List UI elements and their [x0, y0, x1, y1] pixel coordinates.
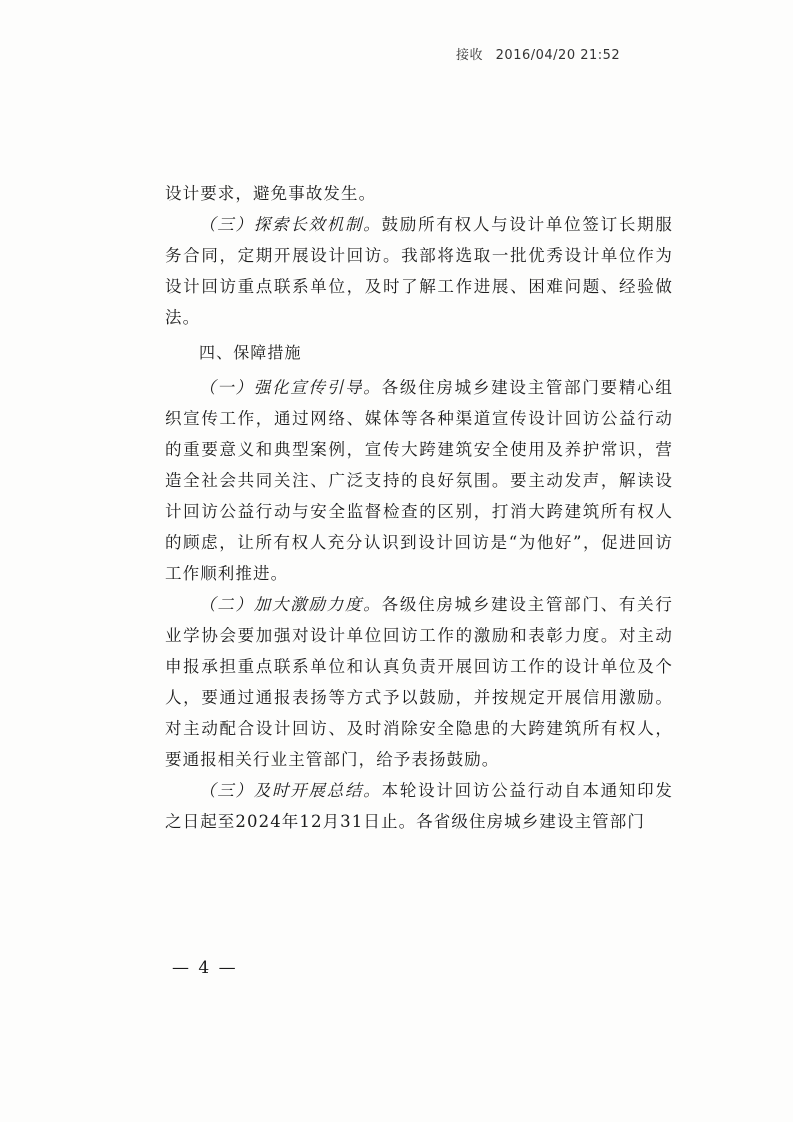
- paragraph-subtitle: （一）强化宣传引导。: [199, 378, 382, 397]
- paragraph-text: 鼓励所有权人与设计单位签订长期服务合同，定期开展设计回访。我部将选取一批优秀设计单位作为设计回访重点联系单位，及时了解工作进展、困难问题、经验做法。: [165, 215, 673, 327]
- section-heading-safeguards: 四、保障措施: [199, 343, 302, 362]
- paragraph-subtitle: （三）探索长效机制。: [199, 215, 382, 234]
- paragraph-text: 设计要求，避免事故发生。: [165, 184, 377, 203]
- paragraph-long-term-mechanism: [165, 209, 673, 333]
- stamp-label: 接收: [456, 48, 484, 63]
- paragraph-text: 本轮设计回访公益行动自本通知印发之日起至2024年12月31日止。各省级住房城乡建设主管部门: [165, 781, 673, 831]
- paragraph-subtitle: （三）及时开展总结。: [199, 781, 382, 800]
- paragraph-continuation: [165, 178, 673, 209]
- received-stamp: [456, 44, 620, 63]
- paragraph-text: 各级住房城乡建设主管部门、有关行业学协会要加强对设计单位回访工作的激励和表彰力度。对主动申报承担重点联系单位和认真负责开展回访工作的设计单位及个人，要通过通报表扬等方式予以鼓励，并按规定开展信用激励。对主动配合设计回访、及时消除安全隐患的大跨建筑所有权人，要通报相关行业主管部门，给予表扬鼓励。: [165, 595, 673, 769]
- stamp-datetime: 2016/04/20 21:52: [495, 48, 621, 63]
- paragraph-text: 各级住房城乡建设主管部门要精心组织宣传工作，通过网络、媒体等各种渠道宣传设计回访公益行动的重要意义和典型案例，宣传大跨建筑安全使用及养护常识，营造全社会共同关注、广泛支持的良好氛围。要主动发声，解读设计回访公益行动与安全监督检查的区别，打消大跨建筑所有权人的顾虑，让所有权人充分认识到设计回访是“为他好”，促进回访工作顺利推进。: [165, 378, 673, 583]
- paragraph-summary: [165, 775, 673, 837]
- paragraph-subtitle: （二）加大激励力度。: [199, 595, 382, 614]
- paragraph-incentives: [165, 589, 673, 775]
- paragraph-publicity: [165, 372, 673, 589]
- document-body: [165, 178, 673, 837]
- page-number: — 4 —: [172, 958, 238, 978]
